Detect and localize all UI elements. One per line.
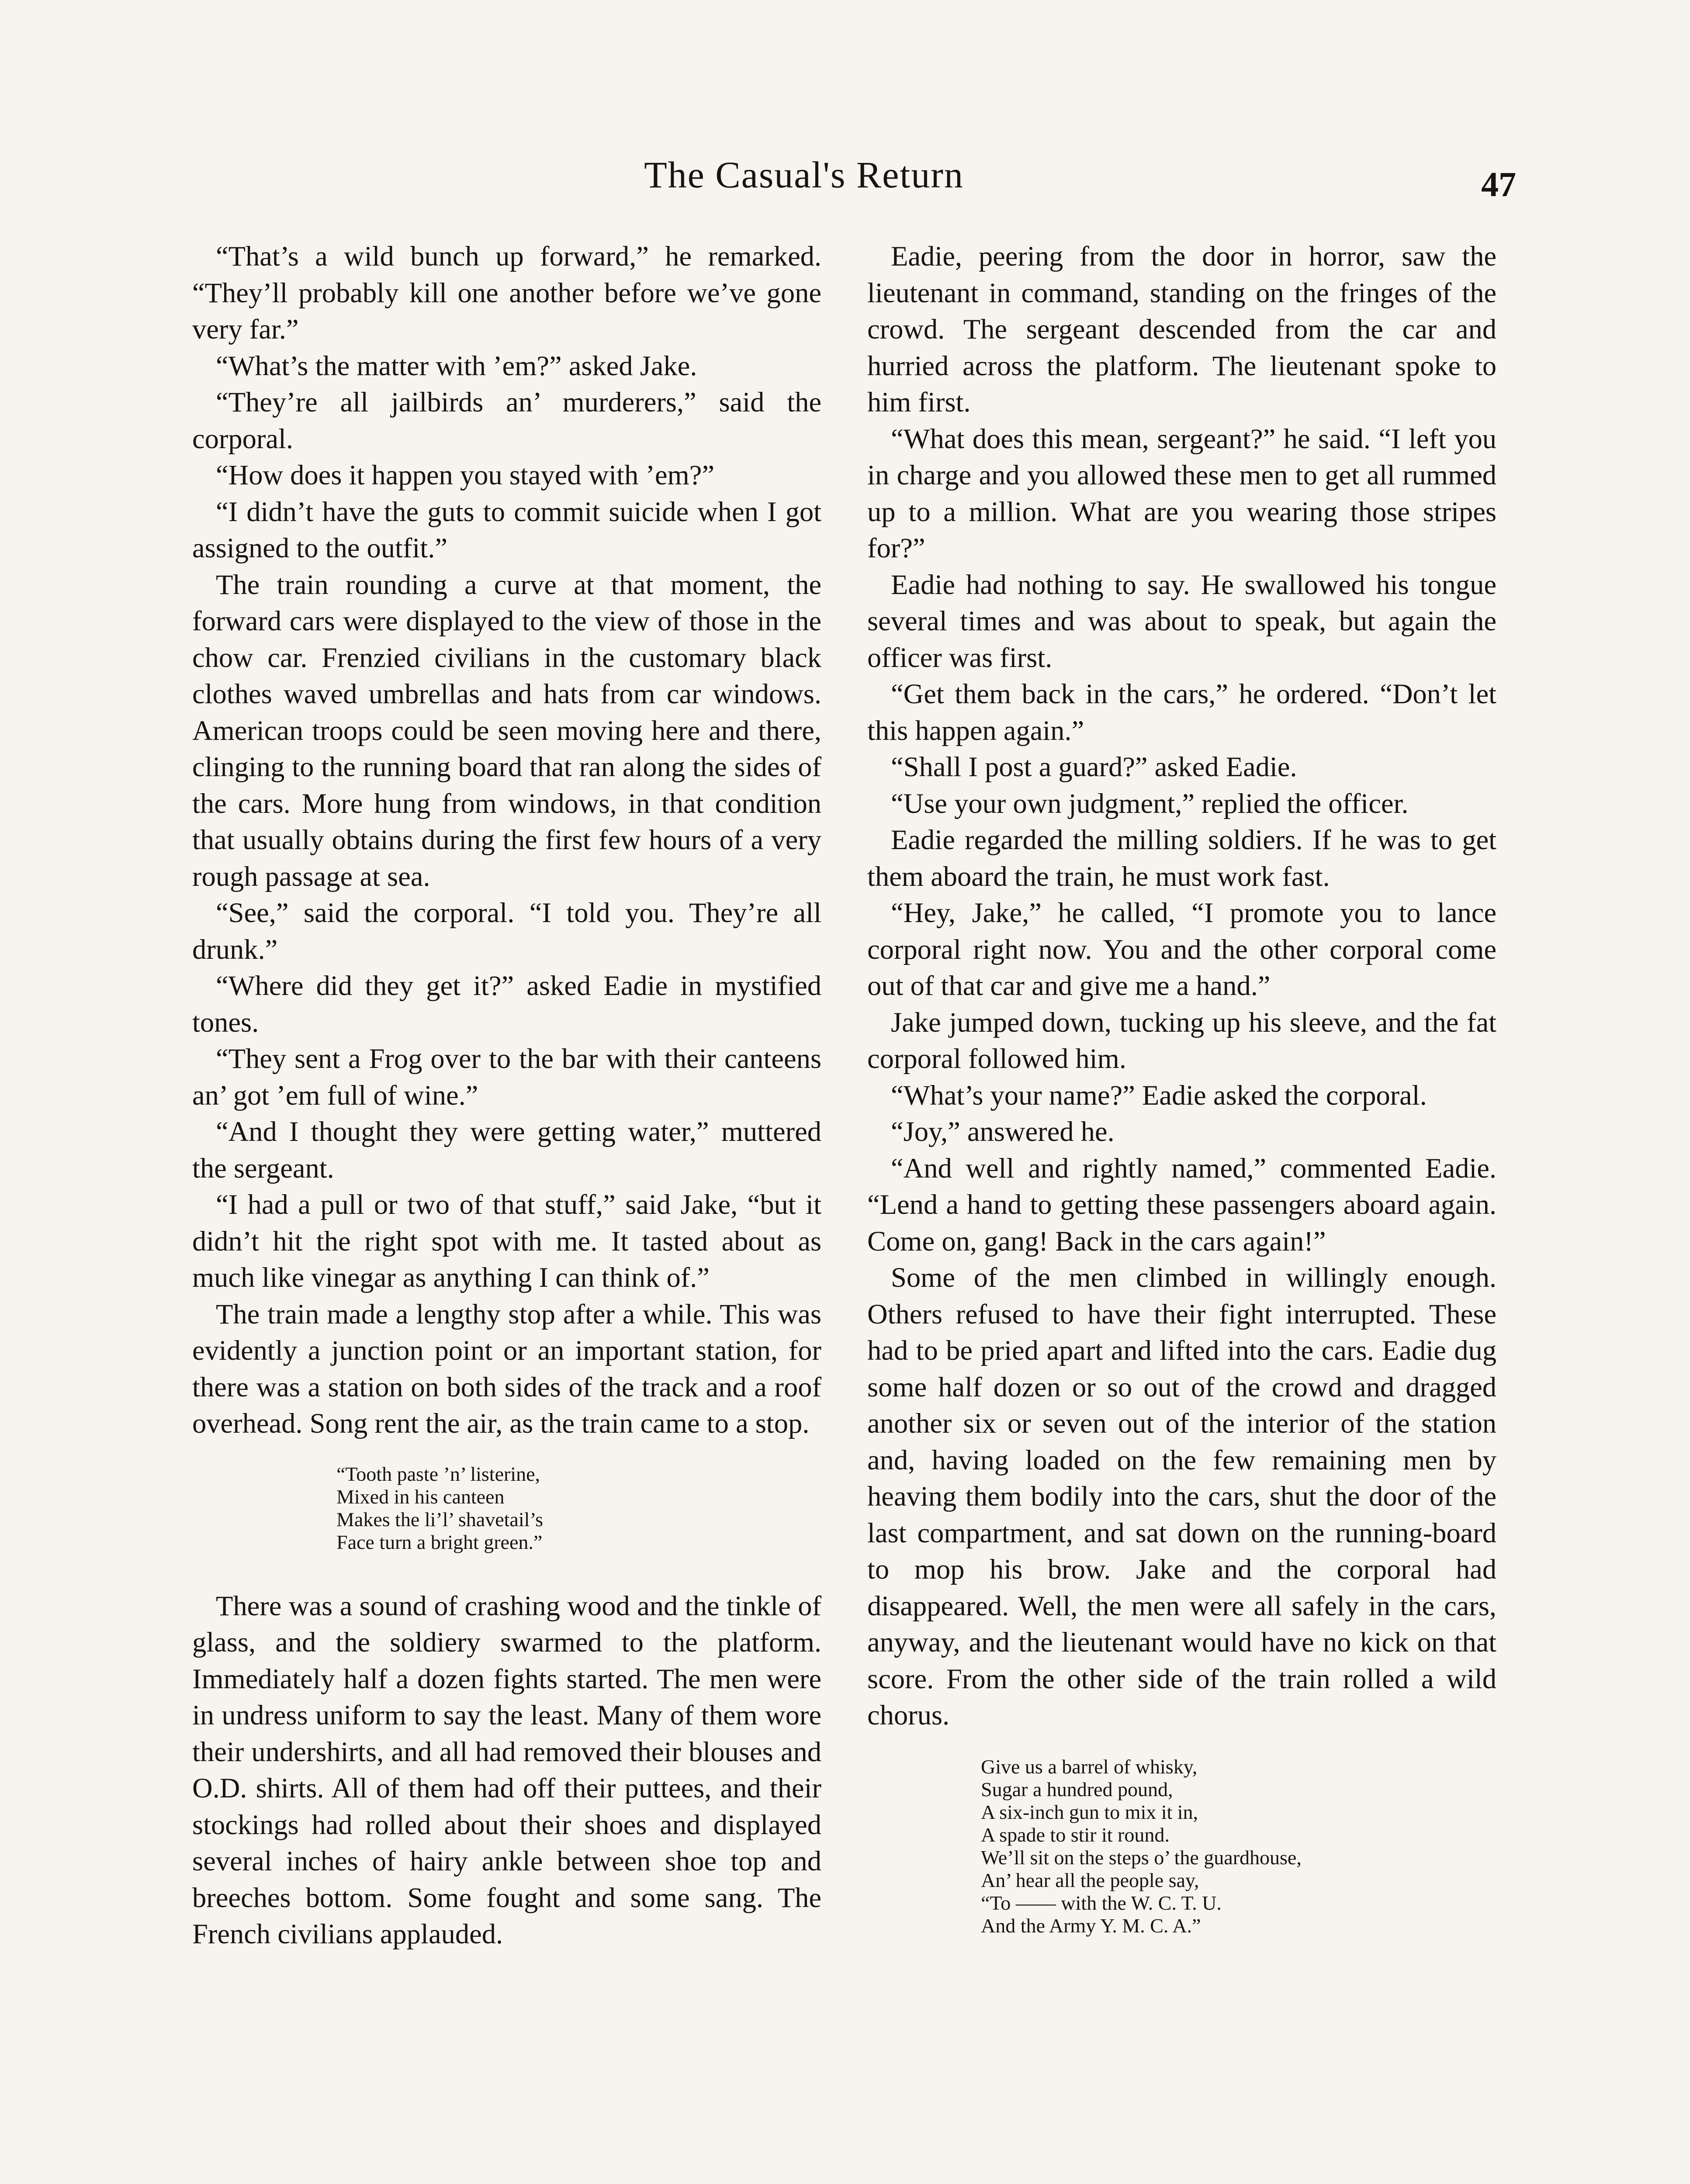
paragraph: “They sent a Frog over to the bar with their canteens an’ got ’em full of wine.” <box>192 1043 821 1111</box>
paragraph: “Hey, Jake,” he called, “I promote you to lance corporal right now. You and the other corporal come out of that car and give me a hand.” <box>867 897 1496 1001</box>
running-title: The Casual's Return <box>644 154 964 196</box>
verse-line: Mixed in his canteen <box>336 1485 505 1508</box>
paragraph: “I had a pull or two of that stuff,” said Jake, “but it didn’t hit the right spot with me. It tasted about as much like vinegar as anything I can think of.” <box>192 1189 821 1293</box>
left-column <box>192 238 821 1952</box>
paragraph: “And well and rightly named,” commented Eadie. “Lend a hand to getting these passengers aboard again. Come on, gang! Back in the cars again!” <box>867 1152 1496 1257</box>
page-number: 47 <box>1481 166 1516 204</box>
paragraph: “What’s your name?” Eadie asked the corporal. <box>891 1079 1427 1111</box>
paragraph: “I didn’t have the guts to commit suicide when I got assigned to the outfit.” <box>192 496 821 563</box>
paragraph: Some of the men climbed in willingly enough. Others refused to have their fight interrupted. These had to be pried apart and lifted into the cars. Eadie dug some half dozen or so out of the crowd and dragged another six or seven out of the interior of the station and, having loaded on the few remaining men by heaving them bodily into the cars, shut the door of the last compartment, and sat down on the running-board to mop his brow. Jake and the corporal had disappeared. Well, the men were all safely in the cars, anyway, and the lieutenant would have no kick on that score. From the other side of the train rolled a wild chorus. <box>867 1262 1496 1731</box>
paragraph: “Use your own judgment,” replied the officer. <box>891 788 1409 819</box>
verse-line: Face turn a bright green.” <box>336 1531 543 1553</box>
paragraph: The train made a lengthy stop after a while. This was evidently a junction point or an important station, for there was a station on both sides of the track and a roof overhead. Song rent the air, as the train came to a stop. <box>192 1298 821 1439</box>
paragraph: “Joy,” answered he. <box>891 1116 1115 1147</box>
paragraph: “Shall I post a guard?” asked Eadie. <box>891 751 1297 782</box>
verse-line: Sugar a hundred pound, <box>981 1778 1173 1800</box>
verse-line: “Tooth paste ’n’ listerine, <box>336 1462 540 1485</box>
verse-line: Give us a barrel of whisky, <box>981 1755 1198 1778</box>
paragraph: Eadie, peering from the door in horror, saw the lieutenant in command, standing on the fringes of the crowd. The sergeant descended from the car and hurried across the platform. The lieutenant spoke to him first. <box>867 241 1496 418</box>
verse-line: Makes the li’l’ shavetail’s <box>336 1508 544 1531</box>
paragraph: Eadie regarded the milling soldiers. If he was to get them aboard the train, he must work fast. <box>867 824 1496 892</box>
verse-line: An’ hear all the people say, <box>981 1869 1199 1891</box>
chorus-verse <box>981 1755 1496 1937</box>
paragraph: “What does this mean, sergeant?” he said. “I left you in charge and you allowed these men to get all rummed up to a million. What are you wearing those stripes for?” <box>867 423 1496 563</box>
paragraph: “Where did they get it?” asked Eadie in mystified tones. <box>192 970 821 1038</box>
verse-line: A spade to stir it round. <box>981 1823 1170 1846</box>
paragraph: “That’s a wild bunch up forward,” he remarked. “They’ll probably kill one another before we’ve gone very far.” <box>192 241 821 345</box>
paragraph: “How does it happen you stayed with ’em?” <box>216 460 714 491</box>
song-verse <box>336 1463 821 1554</box>
paragraph: The train rounding a curve at that moment, the forward cars were displayed to the view of those in the chow car. Frenzied civilians in the customary black clothes waved umbrellas and hats from car windows. American troops could be seen moving here and there, clinging to the running board that ran along the sides of the cars. More hung from windows, in that condition that usually obtains during the first few hours of a very rough passage at sea. <box>192 569 821 892</box>
verse-line: A six-inch gun to mix it in, <box>981 1800 1198 1823</box>
verse-line: “To —— with the W. C. T. U. <box>981 1891 1222 1914</box>
verse-line: And the Army Y. M. C. A.” <box>981 1914 1201 1937</box>
paragraph: “See,” said the corporal. “I told you. They’re all drunk.” <box>192 897 821 965</box>
paragraph: Eadie had nothing to say. He swallowed his tongue several times and was about to speak, but again the officer was first. <box>867 569 1496 673</box>
paragraph: “And I thought they were getting water,” muttered the sergeant. <box>192 1116 821 1184</box>
paragraph: “They’re all jailbirds an’ murderers,” said the corporal. <box>192 387 821 454</box>
paragraph: There was a sound of crashing wood and the tinkle of glass, and the soldiery swarmed to the platform. Immediately half a dozen fights started. The men were in undress uniform to say the least. Many of them wore their undershirts, and all had removed their blouses and O.D. shirts. All of them had off their puttees, and their stockings had rolled about their shoes and displayed several inches of hairy ankle between shoe top and breeches bottom. Some fought and some sang. The French civilians applauded. <box>192 1590 821 1949</box>
paragraph: “What’s the matter with ’em?” asked Jake. <box>216 350 697 381</box>
running-head <box>0 153 1690 205</box>
right-column <box>867 238 1496 1937</box>
paragraph: Jake jumped down, tucking up his sleeve, and the fat corporal followed him. <box>867 1006 1496 1074</box>
verse-line: We’ll sit on the steps o’ the guardhouse, <box>981 1846 1302 1869</box>
paragraph: “Get them back in the cars,” he ordered. “Don’t let this happen again.” <box>867 678 1496 746</box>
